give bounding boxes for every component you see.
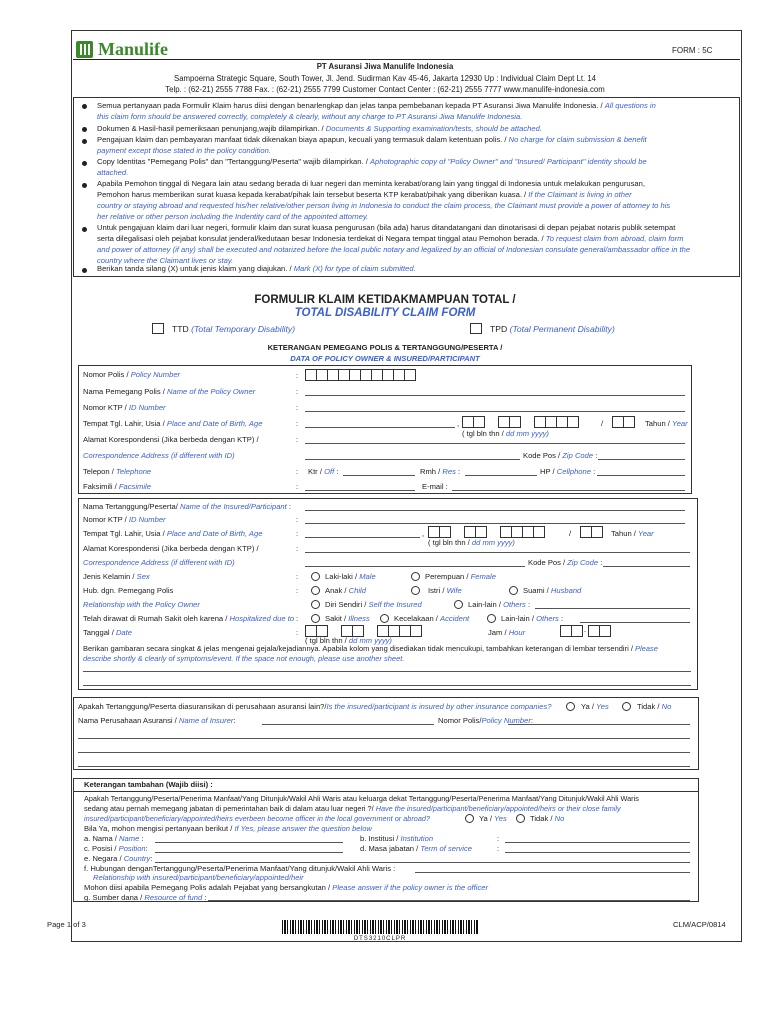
colon: : [296, 586, 299, 595]
officer-position-label: c. Posisi / Position: [84, 844, 148, 853]
officer-name-label: a. Nama / Name : [84, 834, 144, 843]
colon: : [296, 529, 299, 538]
owner-age-label: Tahun / Year [645, 419, 688, 428]
tpd-label: TPD (Total Permanent Disability) [490, 324, 615, 334]
other-insurance-no-label: Tidak / No [637, 702, 672, 711]
owner-address-field-2[interactable] [305, 459, 520, 460]
owner-heading: KETERANGAN PEMEGANG POLIS & TERTANGGUNG/PESERTA / [267, 343, 503, 352]
other-insurance-line-2[interactable] [78, 752, 690, 753]
fund-source-field[interactable] [208, 900, 690, 901]
self-radio[interactable] [311, 600, 320, 609]
barcode [282, 920, 478, 934]
insured-age-cells[interactable] [580, 526, 602, 538]
owner-name-field[interactable] [305, 395, 685, 396]
other-policy-label: Nomor Polis/Policy Number: [438, 716, 533, 725]
company-address: Sampoerna Strategic Square, South Tower, Jl. Jend. Sudirman Kav 45-46, Jakarta 12930 Up : Individual Claim Dept Lt. 14 [174, 74, 596, 83]
colon: : [296, 387, 299, 396]
company-contact: Telp. : (62-21) 2555 7788 Fax. : (62-21) 2555 7799 Customer Contact Center : (62-21) 2555 7777 www.manulife-indonesia.com [165, 85, 605, 94]
event-hour-cells[interactable]: . [560, 625, 610, 637]
comma: , [457, 419, 460, 428]
officer-position-field[interactable] [155, 852, 343, 853]
policy-number-label: Nomor Polis / Policy Number [83, 370, 181, 379]
officer-question-en: insured/participant/beneficiary/appointed/heirs everbeen become officer in the local government or abroad? [84, 814, 431, 823]
officer-no-radio[interactable] [516, 814, 525, 823]
owner-home-label: Rmh / Res : [420, 467, 461, 476]
officer-country-field[interactable] [155, 862, 690, 863]
note-5-line2: Pemohon harus memberikan surat kuasa kepada kerabat/pihak lain tersebut beserta KTP kerabat/pihak yang diberikan kuasa. / If the Claimant is living in other [97, 190, 632, 199]
officer-name-field[interactable] [155, 842, 343, 843]
bullet-7 [82, 268, 87, 273]
owner-hp-field[interactable] [597, 475, 685, 476]
relation-label: Hub. dgn. Pemegang Polis [83, 586, 174, 595]
ttd-checkbox[interactable] [152, 323, 164, 334]
child-label: Anak / Child [325, 586, 366, 595]
form-doc-code: CLM/ACP/0814 [673, 920, 726, 929]
manulife-logo [76, 39, 168, 59]
note-5-en2: her relative or other person including the Indentity card of the appointed attorney. [97, 212, 369, 221]
colon: : [296, 403, 299, 412]
fund-source-label: g. Sumber dana / Resource of fund : [84, 893, 207, 902]
insured-address-field[interactable] [305, 552, 690, 553]
bullet-4 [82, 161, 87, 166]
female-radio[interactable] [411, 572, 420, 581]
tpd-checkbox[interactable] [470, 323, 482, 334]
event-date-label: Tanggal / Date [83, 628, 132, 637]
child-radio[interactable] [311, 586, 320, 595]
other-insurance-line-3[interactable] [78, 766, 690, 767]
note-6-line2: serta dilegalisasi oleh pejabat konsulat jenderal/kedutaan besar Indonesia terdekat di Negara tempat tinggal atau Pemohon berada. / To request claim from abroad, claim form [97, 234, 684, 243]
officer-relation-label: f. Hubungan denganTertanggung/Peserta/Penerima Manfaat/Yang ditunjuk/Wakil Ahli Waris : [84, 864, 396, 873]
officer-country-label: e. Negara / Country: [84, 854, 153, 863]
officer-owner-note: Mohon diisi apabila Pemegang Polis adalah Pejabat yang bersangkutan / Please answer if the policy owner is the officer [84, 883, 488, 892]
insured-dob-cells[interactable] [428, 526, 544, 538]
relation-others-radio[interactable] [454, 600, 463, 609]
describe-line-1[interactable] [83, 671, 691, 672]
note-6-en2: country where the Claimant lives or stay. [97, 256, 234, 265]
officer-no-label: Tidak / No [530, 814, 565, 823]
male-label: Laki-laki / Male [325, 572, 376, 581]
describe-label-en: describe shortly & clearly of symptoms/event. If the space not enough, please use another sheet. [83, 654, 405, 663]
slash: / [569, 529, 572, 538]
insured-name-field[interactable] [305, 510, 685, 511]
officer-term-label: d. Masa jabatan / Term of service [360, 844, 473, 853]
insured-address-field-2[interactable] [305, 566, 525, 567]
gender-label: Jenis Kelamin / Sex [83, 572, 150, 581]
other-insurance-line-1[interactable] [78, 738, 690, 739]
event-date-hint: ( tgl bln thn / dd mm yyyy) [305, 636, 392, 645]
header-divider [73, 59, 740, 60]
owner-fax-label: Faksimili / Facsimile [83, 482, 151, 491]
husband-label: Suami / Husband [523, 586, 582, 595]
policy-number-cells[interactable] [305, 369, 505, 382]
colon: : [296, 467, 299, 476]
relation-others-label: Lain-lain / Others : [468, 600, 531, 609]
owner-home-field[interactable] [465, 475, 537, 476]
insured-zip-field[interactable] [603, 566, 690, 567]
colon: : [296, 435, 299, 444]
owner-date-hint: ( tgl bln thn / dd mm yyyy) [462, 429, 549, 438]
other-insurance-question: Apakah Tertanggung/Peserta diasuransikan di perusahaan asuransi lain?/Is the insured/participant is insured by other insurance companies? [78, 702, 552, 711]
officer-institution-label: b. Institusi / Institution [360, 834, 434, 843]
insured-address-label-en: Correspondence Address (if different with ID) [83, 558, 235, 567]
officer-relation-field[interactable] [415, 872, 690, 873]
insured-age-label: Tahun / Year [611, 529, 654, 538]
additional-heading: Keterangan tambahan (Wajib diisi) : [84, 780, 213, 789]
insured-address-label: Alamat Korespondensi (Jika berbeda dengan KTP) / [83, 544, 259, 553]
insured-dob-label: Tempat Tgl. Lahir, Usia / Place and Date of Birth, Age [83, 529, 263, 538]
owner-dob-label: Tempat Tgl. Lahir, Usia / Place and Date of Birth, Age [83, 419, 263, 428]
cause-others-radio[interactable] [487, 614, 496, 623]
colon: : [296, 544, 299, 553]
officer-yes-radio[interactable] [465, 814, 474, 823]
owner-email-field[interactable] [452, 490, 685, 491]
self-label: Diri Sendiri / Self the Insured [325, 600, 422, 609]
accident-label: Kecelakaan / Accident [394, 614, 470, 623]
owner-age-cells[interactable] [612, 416, 634, 428]
insured-birthplace-field[interactable] [305, 537, 420, 538]
owner-zip-label: Kode Pos / Zip Code : [523, 451, 598, 460]
ttd-label: TTD (Total Temporary Disability) [172, 324, 296, 334]
note-3: Pengajuan klaim dan pembayaran manfaat tidak dikenakan biaya apapun, kecuali yang termasuk dalam ketentuan polis. / No charge for claim submission & benefit [97, 135, 647, 144]
note-5: Apabila Pemohon tinggal di Negara lain atau sedang berada di luar negeri dan meminta kerabat/orang lain yang tinggal di Indonesia untuk melakukan pengurusan, [97, 179, 645, 188]
bullet-6 [82, 227, 87, 232]
colon: : [296, 419, 299, 428]
wife-label: Istri / Wife [428, 586, 462, 595]
owner-zip-field[interactable] [598, 459, 685, 460]
insurer-field[interactable] [262, 724, 434, 725]
owner-address-label: Alamat Korespondensi (Jika berbeda dengan KTP) / [83, 435, 259, 444]
other-insurance-yes-label: Ya / Yes [581, 702, 609, 711]
owner-fax-field[interactable] [305, 490, 415, 491]
insured-zip-label: Kode Pos / Zip Code : [528, 558, 603, 567]
hospital-label: Telah dirawat di Rumah Sakit oleh karena / Hospitalized due to [83, 614, 295, 623]
cause-others-field[interactable] [580, 622, 690, 623]
colon: : [296, 515, 299, 524]
owner-birthplace-field[interactable] [305, 427, 455, 428]
bullet-2 [82, 127, 87, 132]
owner-address-field[interactable] [305, 443, 685, 444]
owner-office-label: Ktr / Off : [308, 467, 339, 476]
note-7: Berikan tanda silang (X) untuk jenis klaim yang diajukan. / Mark (X) for type of claim submitted. [97, 264, 416, 273]
form-code: FORM : 5C [672, 46, 713, 55]
owner-phone-label: Telepon / Telephone [83, 467, 152, 476]
owner-heading-en: DATA OF POLICY OWNER & INSURED/PARTICIPANT [290, 354, 480, 363]
page-number: Page 1 of 3 [47, 920, 86, 929]
colon: : [296, 371, 299, 380]
comma: , [422, 529, 425, 538]
husband-radio[interactable] [509, 586, 518, 595]
officer-institution-field[interactable] [505, 842, 690, 843]
note-4-en: attached. [97, 168, 129, 177]
note-1-en: this claim form should be answered correctly, completely & clearly, without any charge to PT Asuransi Jiwa Manulife Indonesia. [97, 112, 523, 121]
officer-yes-label: Ya / Yes [479, 814, 507, 823]
note-6: Untuk pengajuan klaim dari luar negeri, formulir klaim dan surat kuasa pengurusan (bila ada) harus ditandatangani dan dinotarisasi di depan pejabat notaris publik setempat [97, 223, 676, 232]
colon: : [296, 482, 299, 491]
relation-others-field[interactable] [535, 608, 690, 609]
male-radio[interactable] [311, 572, 320, 581]
accident-radio[interactable] [380, 614, 389, 623]
other-insurance-yes-radio[interactable] [566, 702, 575, 711]
owner-ktp-label: Nomor KTP / ID Number [83, 403, 166, 412]
owner-dob-cells[interactable] [462, 416, 578, 428]
note-2: Dokumen & Hasil-hasil pemeriksaan penunjang,wajib dilampirkan. / Documents & Supporting examination/tests, should be attached. [97, 124, 542, 133]
note-6-en: and power of attorney (if any) shall be executed and notarized before the local public notary and legalized by an official of Indonesian consulate general/ambassador office in the [97, 245, 691, 254]
bullet-5 [82, 183, 87, 188]
note-5-en: country or staying abroad and requested his/her relative/other person living in Indonesia to conduct the claim process, the Claimant must provide a power of attorney to his [97, 201, 671, 210]
owner-name-label: Nama Pemegang Polis / Name of the Policy Owner [83, 387, 256, 396]
relation-label-en: Relationship with the Policy Owner [83, 600, 200, 609]
illness-label: Sakit / Illness [325, 614, 370, 623]
insured-date-hint: ( tgl bln thn / dd mm yyyy) [428, 538, 515, 547]
colon: : [296, 572, 299, 581]
other-policy-field[interactable] [508, 724, 690, 725]
cause-others-label: Lain-lain / Others : [501, 614, 564, 623]
insurer-label: Nama Perusahaan Asuransi / Name of Insurer: [78, 716, 236, 725]
note-4: Copy Identitas "Pemegang Polis" dan "Tertanggung/Peserta" wajib dilampirkan. / Aphotographic copy of "Policy Owner" and "Insured/ Participant" identity should be [97, 157, 647, 166]
owner-hp-label: HP / Cellphone : [540, 467, 596, 476]
colon: : [296, 628, 299, 637]
officer-term-field[interactable] [505, 852, 690, 853]
owner-office-field[interactable] [343, 475, 415, 476]
insured-name-label: Nama Tertanggung/Peserta/ Name of the Insured/Participant : [83, 502, 291, 511]
logo-text: Manulife [98, 38, 168, 59]
owner-address-label-en: Correspondence Address (if different with ID) [83, 451, 235, 460]
owner-ktp-field[interactable] [305, 411, 685, 412]
company-name: PT Asuransi Jiwa Manulife Indonesia [316, 62, 454, 71]
event-hour-label: Jam / Hour [488, 628, 526, 637]
other-insurance-no-radio[interactable] [622, 702, 631, 711]
note-1: Semua pertanyaan pada Formulir Klaim harus diisi dengan benarlengkap dan jelas tanpa pembebanan kepada PT Asuransi Jiwa Manulife Indonesia. / All questions in [97, 101, 656, 110]
insured-ktp-label: Nomor KTP / ID Number [83, 515, 166, 524]
colon: : [296, 614, 299, 623]
bullet-3 [82, 139, 87, 144]
colon: : [497, 844, 500, 853]
note-3-en: payment except those stated in the policy condition. [97, 146, 271, 155]
insured-ktp-field[interactable] [305, 523, 685, 524]
slash: / [601, 419, 604, 428]
female-label: Perempuan / Female [425, 572, 496, 581]
colon: : [497, 834, 500, 843]
owner-email-label: E-mail : [422, 482, 448, 491]
if-yes-label: Bila Ya, mohon mengisi pertanyaan berikut / If Yes, please answer the question below [84, 824, 372, 833]
describe-line-2[interactable] [83, 685, 691, 686]
describe-label: Berikan gambaran secara singkat & jelas mengenai gejala/kejadiannya. Apabila kolom yang disediakan tidak mencukupi, tambahkan keterangan di lembar tersendiri / Please [83, 644, 658, 653]
officer-question: Apakah Tertanggung/Peserta/Penerima Manfaat/Yang Ditunjuk/Wakil Ahli Waris atau keluarga dekat Tertanggung/Peserta/Penerima Manfaat/Yang Ditunjuk/Wakil Ahli Waris [84, 794, 639, 803]
manulife-logo-icon [76, 41, 93, 58]
wife-radio[interactable] [411, 586, 420, 595]
illness-radio[interactable] [311, 614, 320, 623]
bullet-1 [82, 104, 87, 109]
form-title-en: TOTAL DISABILITY CLAIM FORM [294, 307, 476, 319]
barcode-text: DTS3210CLPR [353, 936, 407, 942]
officer-relation-label-en: Relationship with insured/participant/beneficiary/appointed/heir [93, 873, 304, 882]
officer-question-2: sedang atau pernah memegang jabatan di pemerintahan baik di dalam atau luar negeri ?/ Have the insured/participant/beneficiary/appointed/heirs or their close family [84, 804, 621, 813]
form-title: FORMULIR KLAIM KETIDAKMAMPUAN TOTAL / [254, 294, 516, 306]
